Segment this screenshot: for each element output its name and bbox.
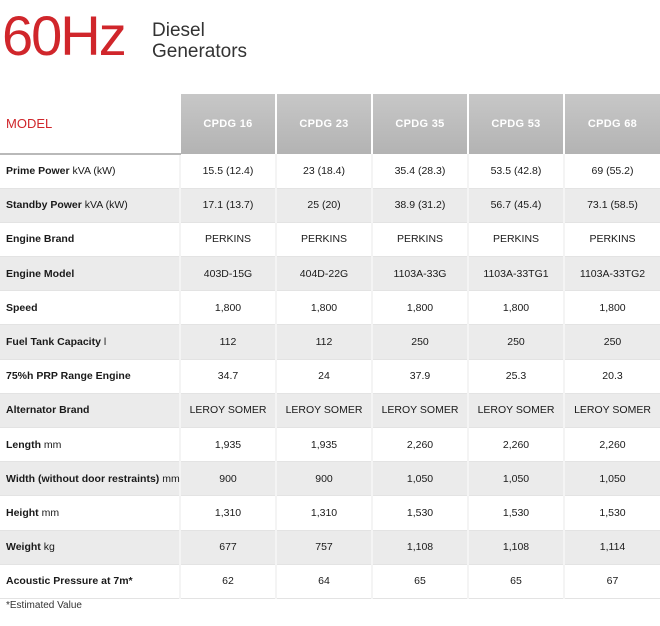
table-row: [0, 257, 660, 291]
model-header: CPDG 23: [276, 94, 372, 154]
table-row: [0, 393, 660, 427]
table-row: [0, 462, 660, 496]
table-cell: LEROY SOMER: [372, 393, 468, 427]
table-cell: 900: [180, 462, 276, 496]
model-column-label: MODEL: [0, 94, 180, 154]
title-line-2: Generators: [152, 41, 248, 62]
table-cell: 1103A-33TG2: [564, 257, 660, 291]
page-header: [0, 4, 660, 82]
table-cell: 65: [468, 564, 564, 598]
row-label: [0, 291, 180, 325]
table-cell: 1,530: [468, 496, 564, 530]
table-cell: 1,050: [564, 462, 660, 496]
table-cell: 112: [276, 325, 372, 359]
table-cell: 1,530: [564, 496, 660, 530]
footnote: *Estimated Value: [6, 600, 82, 611]
table-row: [0, 428, 660, 462]
row-label: [0, 359, 180, 393]
row-label: [0, 154, 180, 188]
table-cell: 757: [276, 530, 372, 564]
table-cell: 677: [180, 530, 276, 564]
table-cell: 53.5 (42.8): [468, 154, 564, 188]
table-cell: 62: [180, 564, 276, 598]
table-cell: 1,935: [180, 428, 276, 462]
table-cell: 56.7 (45.4): [468, 188, 564, 222]
table-cell: PERKINS: [468, 222, 564, 256]
row-label-text: 75%h PRP Range Engine: [6, 370, 131, 383]
table-cell: PERKINS: [372, 222, 468, 256]
spec-table: [0, 94, 660, 599]
table-cell: 35.4 (28.3): [372, 154, 468, 188]
table-cell: 900: [276, 462, 372, 496]
row-label-text: Speed: [6, 301, 38, 314]
table-row: [0, 325, 660, 359]
table-cell: 34.7: [180, 359, 276, 393]
table-cell: 24: [276, 359, 372, 393]
table-row: [0, 222, 660, 256]
row-label-text: Standby Power: [6, 199, 82, 212]
model-header: CPDG 16: [180, 94, 276, 154]
table-cell: 1103A-33TG1: [468, 257, 564, 291]
row-label-text: Prime Power: [6, 165, 70, 178]
table-cell: 64: [276, 564, 372, 598]
model-header: CPDG 53: [468, 94, 564, 154]
table-cell: 250: [468, 325, 564, 359]
table-cell: 1,310: [180, 496, 276, 530]
table-cell: PERKINS: [180, 222, 276, 256]
row-label: [0, 462, 180, 496]
table-cell: 404D-22G: [276, 257, 372, 291]
table-cell: 2,260: [468, 428, 564, 462]
table-cell: LEROY SOMER: [276, 393, 372, 427]
row-label: [0, 257, 180, 291]
row-unit: kVA (kW): [84, 199, 128, 212]
table-cell: PERKINS: [276, 222, 372, 256]
title-frequency: 60Hz: [2, 4, 125, 67]
table-cell: LEROY SOMER: [468, 393, 564, 427]
row-label-text: Engine Model: [6, 267, 75, 280]
table-cell: 1,108: [468, 530, 564, 564]
row-label: [0, 564, 180, 598]
table-cell: 1103A-33G: [372, 257, 468, 291]
table-cell: 250: [564, 325, 660, 359]
table-cell: 23 (18.4): [276, 154, 372, 188]
table-cell: PERKINS: [564, 222, 660, 256]
table-cell: 1,800: [468, 291, 564, 325]
table-cell: 1,800: [276, 291, 372, 325]
table-row: [0, 188, 660, 222]
row-label-text: Height: [6, 506, 39, 519]
row-unit: kVA (kW): [72, 165, 116, 178]
table-cell: 1,800: [564, 291, 660, 325]
table-row: [0, 530, 660, 564]
table-cell: 1,800: [372, 291, 468, 325]
table-cell: 69 (55.2): [564, 154, 660, 188]
row-label: [0, 222, 180, 256]
table-cell: 1,530: [372, 496, 468, 530]
table-cell: 1,050: [372, 462, 468, 496]
table-cell: 25.3: [468, 359, 564, 393]
row-label-text: Alternator Brand: [6, 404, 90, 417]
table-row: [0, 496, 660, 530]
row-label-text: Engine Brand: [6, 233, 75, 246]
table-body: [0, 154, 660, 598]
table-cell: 1,050: [468, 462, 564, 496]
model-header: CPDG 35: [372, 94, 468, 154]
row-label-text: Acoustic Pressure at 7m*: [6, 575, 133, 588]
row-label-text: Length: [6, 438, 41, 451]
table-cell: 112: [180, 325, 276, 359]
table-cell: 67: [564, 564, 660, 598]
table-cell: 1,935: [276, 428, 372, 462]
table-cell: 1,310: [276, 496, 372, 530]
table-cell: 25 (20): [276, 188, 372, 222]
table-cell: 1,114: [564, 530, 660, 564]
row-label: [0, 393, 180, 427]
table-row: [0, 154, 660, 188]
row-label-text: Weight: [6, 541, 41, 554]
model-header: CPDG 68: [564, 94, 660, 154]
table-row: [0, 564, 660, 598]
row-unit: mm: [41, 506, 60, 519]
table-cell: 2,260: [372, 428, 468, 462]
table-cell: 403D-15G: [180, 257, 276, 291]
row-label: [0, 530, 180, 564]
table-cell: 17.1 (13.7): [180, 188, 276, 222]
row-label: [0, 325, 180, 359]
table-cell: 65: [372, 564, 468, 598]
table-cell: 20.3: [564, 359, 660, 393]
table-cell: 73.1 (58.5): [564, 188, 660, 222]
row-label-text: Width (without door restraints): [6, 472, 160, 485]
row-label-text: Fuel Tank Capacity: [6, 336, 101, 349]
row-label: [0, 428, 180, 462]
row-unit: mm: [162, 472, 180, 485]
table-cell: LEROY SOMER: [564, 393, 660, 427]
table-cell: 1,108: [372, 530, 468, 564]
table-cell: 2,260: [564, 428, 660, 462]
table-row: [0, 359, 660, 393]
row-unit: kg: [43, 541, 55, 554]
table-cell: LEROY SOMER: [180, 393, 276, 427]
row-unit: l: [103, 336, 107, 349]
row-unit: mm: [43, 438, 62, 451]
table-cell: 38.9 (31.2): [372, 188, 468, 222]
table-cell: 37.9: [372, 359, 468, 393]
table-cell: 1,800: [180, 291, 276, 325]
table-cell: 250: [372, 325, 468, 359]
row-label: [0, 188, 180, 222]
title-line-1: Diesel: [152, 20, 205, 41]
row-label: [0, 496, 180, 530]
table-cell: 15.5 (12.4): [180, 154, 276, 188]
title-subtitle: [152, 20, 247, 62]
table-row: [0, 291, 660, 325]
table-header-row: [0, 94, 660, 154]
